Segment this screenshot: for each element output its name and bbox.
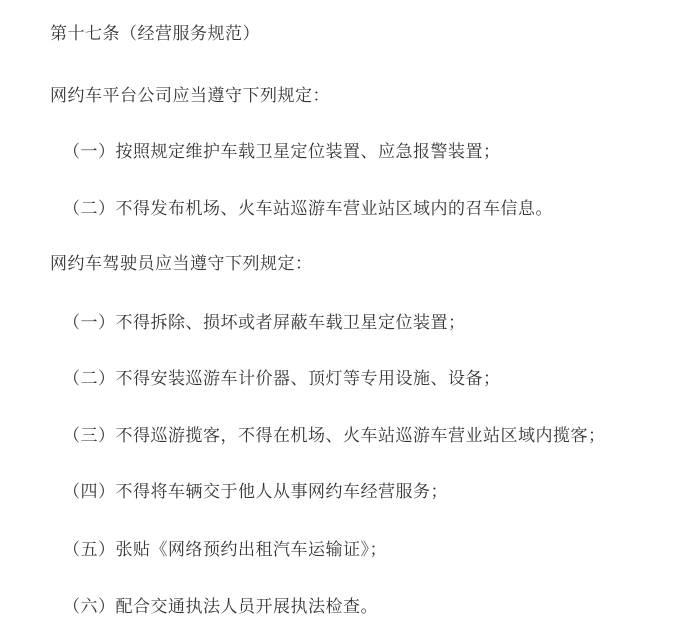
driver-rule-5: （五）张贴《网络预约出租汽车运输证》； [63,540,387,560]
driver-rule-6: （六）配合交通执法人员开展执法检查。 [63,597,378,617]
platform-rule-1: （一）按照规定维护车载卫星定位装置、应急报警装置； [63,142,501,162]
driver-intro: 网约车驾驶员应当遵守下列规定： [50,254,313,274]
platform-rule-2: （二）不得发布机场、火车站巡游车营业站区域内的召车信息。 [63,199,553,219]
driver-rule-2: （二）不得安装巡游车计价器、顶灯等专用设施、设备； [63,369,501,389]
article-heading: 第十七条（经营服务规范） [50,24,260,44]
driver-rule-4: （四）不得将车辆交于他人从事网约车经营服务； [63,482,448,502]
platform-intro: 网约车平台公司应当遵守下列规定： [50,86,330,106]
driver-rule-1: （一）不得拆除、损坏或者屏蔽车载卫星定位装置； [63,313,466,333]
driver-rule-3: （三）不得巡游揽客，不得在机场、火车站巡游车营业站区域内揽客； [63,426,606,446]
